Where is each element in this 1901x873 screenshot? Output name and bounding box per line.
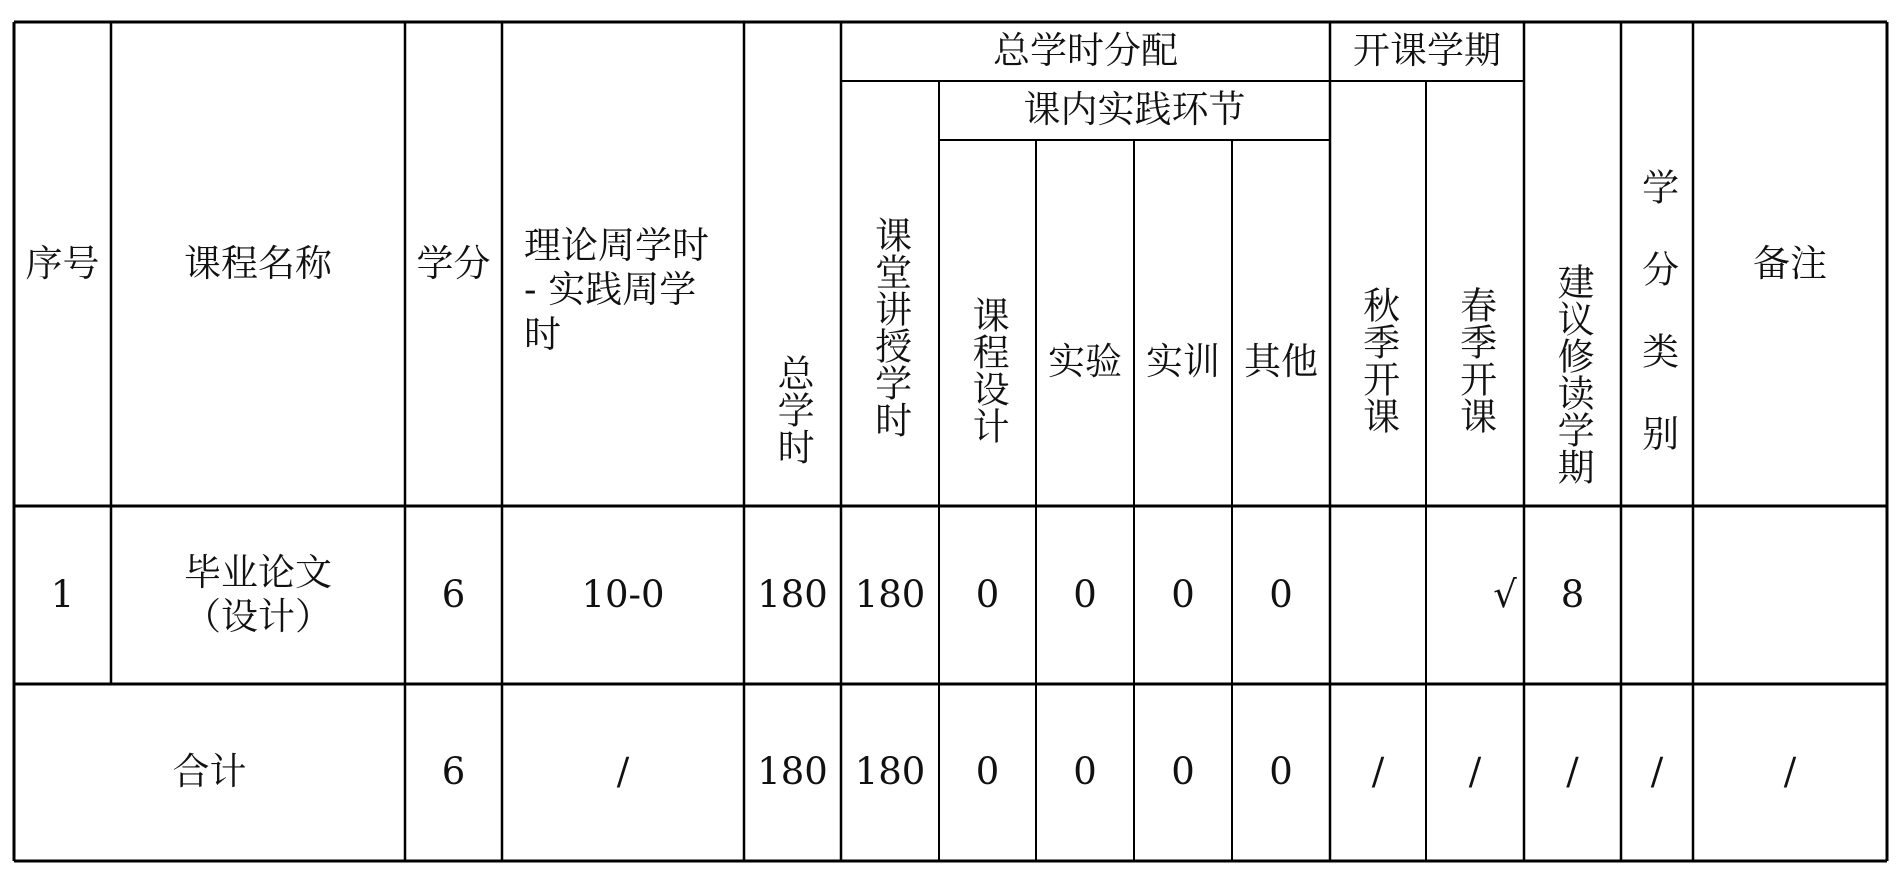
cell-term: 开课学期 bbox=[1353, 29, 1501, 73]
cell-row-autumn bbox=[1330, 506, 1426, 684]
cell-other: 其他 bbox=[1244, 339, 1318, 383]
cell-total-other: 0 bbox=[1269, 750, 1293, 794]
cell-lab: 实验 bbox=[1048, 339, 1122, 383]
cell-lecture: 课堂讲授学时 bbox=[868, 215, 912, 438]
cell-row-total: 180 bbox=[757, 572, 828, 616]
cell-train: 实训 bbox=[1146, 339, 1220, 383]
cell-row-category bbox=[1621, 506, 1693, 684]
cell-row-train: 0 bbox=[1171, 572, 1195, 616]
cell-total-category: / bbox=[1650, 750, 1664, 794]
cell-total-weekly: / bbox=[616, 750, 630, 794]
cell-autumn: 秋季开课 bbox=[1356, 286, 1400, 434]
cell-total-design: 0 bbox=[975, 750, 1000, 794]
cell-total: 总学时 bbox=[771, 353, 815, 465]
cell-total-total: 180 bbox=[757, 750, 828, 794]
cell-seq: 序号 bbox=[25, 241, 100, 285]
cell-row-design: 0 bbox=[975, 572, 1000, 616]
cell-credit: 学分 bbox=[416, 241, 491, 285]
cell-row-suggested: 8 bbox=[1560, 572, 1585, 616]
cell-total-remark: / bbox=[1783, 750, 1797, 794]
cell-name: 课程名称 bbox=[184, 241, 332, 285]
cell-row-credit: 6 bbox=[441, 572, 466, 616]
cell-row-weekly: 10-0 bbox=[581, 572, 665, 616]
cell-category: 学分类别 bbox=[1635, 167, 1679, 496]
cell-total-train: 0 bbox=[1171, 750, 1195, 794]
cell-row-spring: √ bbox=[1493, 572, 1517, 616]
cell-total-credit: 6 bbox=[441, 750, 466, 794]
cell-practice: 课内实践环节 bbox=[1023, 88, 1246, 132]
cell-remark: 备注 bbox=[1753, 241, 1827, 285]
cell-total-spring: / bbox=[1468, 750, 1482, 794]
cell-row-other: 0 bbox=[1269, 572, 1293, 616]
cell-total-autumn: / bbox=[1371, 750, 1385, 794]
cell-spring: 春季开课 bbox=[1453, 286, 1497, 434]
cell-total-label: 合计 bbox=[172, 750, 247, 794]
cell-alloc: 总学时分配 bbox=[993, 29, 1178, 73]
cell-total-lecture: 180 bbox=[854, 750, 926, 794]
cell-row-lecture: 180 bbox=[854, 572, 926, 616]
cell-row-lab: 0 bbox=[1073, 572, 1097, 616]
cell-row-remark bbox=[1693, 506, 1887, 684]
cell-suggested: 建议修读学期 bbox=[1551, 263, 1595, 485]
cell-total-lab: 0 bbox=[1073, 750, 1097, 794]
cell-row-seq: 1 bbox=[50, 572, 75, 616]
cell-total-suggested: / bbox=[1566, 750, 1579, 794]
cell-design: 课程设计 bbox=[966, 295, 1010, 444]
cell-row-name: 毕业论文（设计） bbox=[184, 550, 332, 638]
cell-weekly: 理论周学时 - 实践周学时 bbox=[524, 224, 709, 356]
